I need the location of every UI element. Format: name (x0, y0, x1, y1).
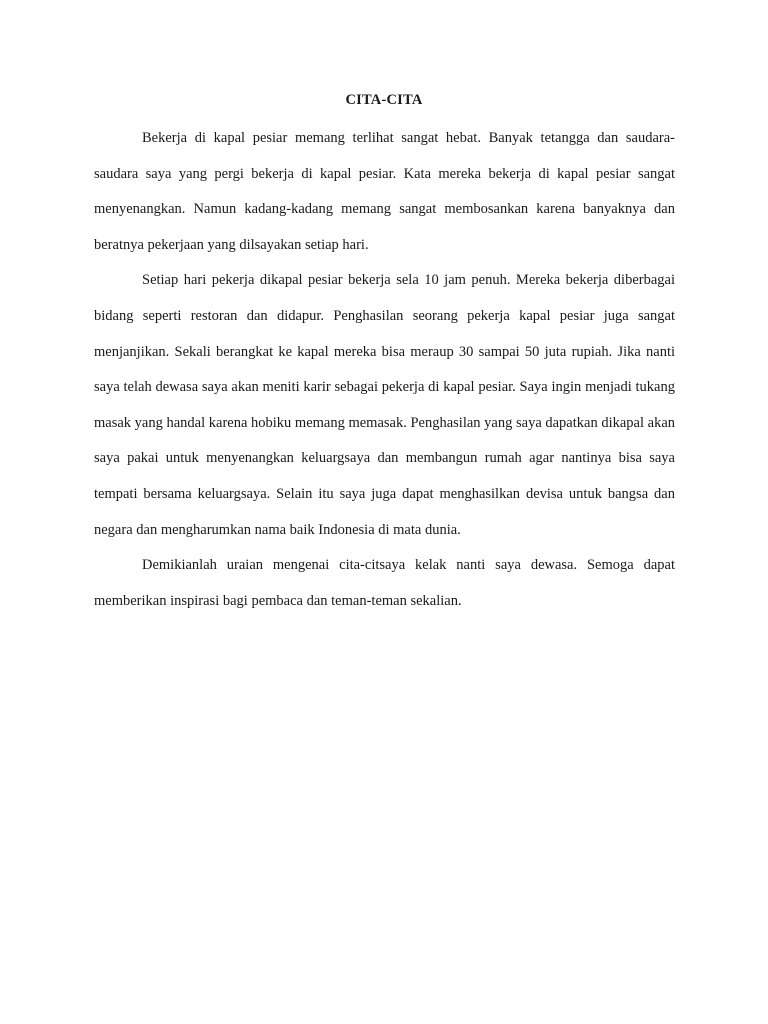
paragraph-1: Bekerja di kapal pesiar memang terlihat sangat hebat. Banyak tetangga dan saudara-saudara saya yang pergi bekerja di kapal pesiar. Kata mereka bekerja di kapal pesiar sangat menyenangkan. Namun kadang-kadang memang sangat membosankan karena banyaknya dan beratnya pekerjaan yang dilsayakan setiap hari. (94, 130, 675, 253)
paragraph-2: Setiap hari pekerja dikapal pesiar bekerja sela 10 jam penuh. Mereka bekerja diberbagai bidang seperti restoran dan didapur. Penghasilan seorang pekerja kapal pesiar juga sangat menjanjikan. Sekali berangkat ke kapal mereka bisa meraup 30 sampai 50 juta rupiah. Jika nanti saya telah dewasa saya akan meniti karir sebagai pekerja di kapal pesiar. Saya ingin menjadi tukang masak yang handal karena hobiku memang memasak. Penghasilan yang saya dapatkan dikapal akan saya pakai untuk menyenangkan keluargsaya dan membangun rumah agar nantinya bisa saya tempati bersama keluargsaya. Selain itu saya juga dapat menghasilkan devisa untuk bangsa dan negara dan mengharumkan nama baik Indonesia di mata dunia. (94, 272, 676, 538)
paragraph-3: Demikianlah uraian mengenai cita-citsaya kelak nanti saya dewasa. Semoga dapat memberikan inspirasi bagi pembaca dan teman-teman sekalian. (94, 557, 675, 609)
document-body (94, 121, 675, 619)
document-title: CITA-CITA (345, 92, 423, 108)
